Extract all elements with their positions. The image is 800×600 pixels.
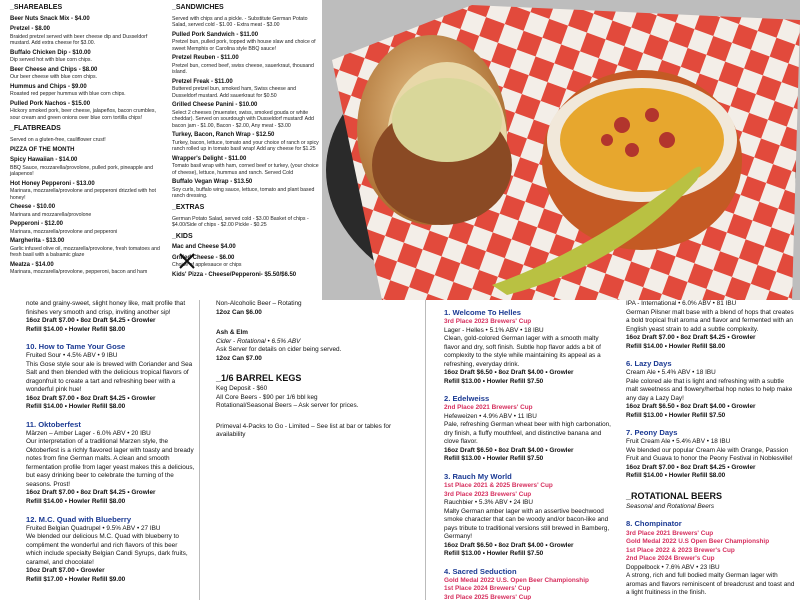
beer-award: Gold Medal 2022 U.S. Open Beer Championship [444,576,589,584]
beer-refill: Refill $14.00 • Howler Refill $8.00 [626,472,726,480]
beer-award: 1st Place 2024 Brewers' Cup [444,585,531,593]
beer-title: 4. Sacred Seduction [444,566,517,576]
menu-item-desc: Choice of applesauce or chips [172,262,242,269]
beer-refill: Refill $17.00 • Howler Refill $9.00 [26,575,126,583]
beer-entry [26,342,195,412]
menu-item-desc: Marinara and mozzarella/provolone [10,211,92,218]
beer-price: 16oz Draft $6.50 • 8oz Draft $4.00 • Growler [444,369,574,377]
beer-title: 11. Oktoberfest [26,419,81,429]
menu-item-name: Grilled Cheese Panini - $10.00 [172,102,258,109]
menu-item [10,67,160,81]
beer-award: 2nd Place 2021 Brewers' Cup [444,404,533,412]
beer-price: 16oz Draft $7.00 • 8oz Draft $4.25 • Growler [626,334,756,342]
beer-price: 16oz Draft $7.00 • 8oz Draft $4.25 • Growler [26,317,156,325]
food-menu-right-column [172,0,322,279]
beer-entry [626,300,796,351]
menu-item-name: Cheese - $10.00 [10,204,56,210]
menu-item-desc: Garlic infused olive oil, mozzarella/provolone, fresh tomatoes and fresh basil with a balsamic glaze [10,245,160,258]
menu-item [172,79,322,100]
menu-item [10,204,160,218]
beer-award: 3rd Place 2023 Brewers' Cup [444,490,532,498]
menu-item-desc: Pretzel bun, corned beef, swiss cheese, sauerkraut, thousand island. [172,62,314,76]
menu-item-desc: Buttered pretzel bun, smoked ham, Swiss cheese and Dusseldorf mustard. Add sauerkraut for $0.50 [172,86,296,99]
beer-title: 7. Peony Days [626,428,678,438]
kegs-deposit: Keg Deposit - $60 [216,385,268,393]
beer-title: 2. Edelweiss [444,394,490,404]
menu-item-desc: Dip served hot with blue corn chips. [10,57,92,64]
sandwich-basket-photo [322,0,800,300]
beer-style: IPA - International • 6.0% ABV • 81 IBU [626,300,737,307]
kegs-core: All Core Beers - $90 per 1/6 bbl keg [216,393,318,401]
menu-item [172,244,322,252]
beer-style: Fruit Cream Ale • 5.4% ABV • 18 IBU [626,438,731,446]
beer-style: Cream Ale • 5.4% ABV • 18 IBU [626,369,716,377]
beer-title: 1. Welcome To Helles [444,308,521,317]
beer-entry [444,472,614,559]
na-beer-line: Non-Alcoholic Beer – Rotating [216,300,302,307]
menu-section-heading: _KIDS [172,232,193,240]
beer-price: 16oz Draft $7.00 • 8oz Draft $4.25 • Growler [626,463,756,471]
menu-item [10,16,160,24]
menu-section-heading: _FLATBREADS [10,125,61,133]
menu-item-name: Margherita - $13.00 [10,238,65,244]
menu-item-name: Pulled Pork Sandwich - $11.00 [172,31,259,38]
beer-refill: Refill $14.00 • Howler Refill $8.00 [626,342,726,350]
beer-refill: Refill $13.00 • Howler Refill $7.50 [444,377,544,385]
beer-award: 3rd Place 2023 Brewers' Cup [444,318,532,326]
beer-entry [26,515,195,585]
menu-item-name: Buffalo Vegan Wrap - $13.50 [172,179,253,186]
menu-item-desc: Hickory smoked pork, beer cheese, jalapeños, bacon crumbles, sour cream and green onions over blue corn tortilla chips! [10,108,156,121]
menu-item-name: Beer Nuts Snack Mix - $4.00 [10,15,90,22]
kegs-heading: _1/6 BARREL KEGS [216,373,302,384]
menu-item-desc: Marinara, mozzarella/provolone, pepperoni, bacon and ham [10,269,148,275]
beer-entry [626,359,796,420]
menu-item-name: Mac and Cheese $4.00 [172,244,236,251]
beer-menu-middle-column [200,300,425,600]
menu-item-name: Hummus and Chips - $9.00 [10,83,87,90]
beer-desc: We blended our delicious M.C. Quad with blueberry to compliment the wonderful and rich flavors of this beer which include specialty Belgian Candi Syrups, dark fruits, caramel, and chocolate! [26,533,188,566]
menu-item [172,156,322,177]
beer-refill: Refill $14.00 • Howler Refill $8.00 [26,497,126,505]
beer-price: 16oz Draft $7.00 • 8oz Draft $4.25 • Growler [26,489,156,497]
beer-style: Hefeweizen • 4.9% ABV • 11 IBU [444,412,537,420]
menu-item [172,132,322,153]
beer-refill: Refill $14.00 • Howler Refill $8.00 [26,325,126,333]
beer-award: 1st Place 2022 & 2023 Brewer's Cup [626,546,735,554]
menu-item [172,102,322,129]
beer-price: 16oz Draft $7.00 • 8oz Draft $4.25 • Growler [26,394,156,402]
rotational-subheading: Seasonal and Rotational Beers [626,502,715,510]
cider-style: Cider - Rotational • 6.5% ABV [216,337,301,345]
mac-and-cheese [560,88,724,192]
na-beer-price: 12oz Can $6.00 [216,308,262,316]
menu-item [10,262,160,276]
menu-item-desc: Tomato basil wrap with ham, corned beef or turkey, (your choice of cheese), lettuce, hummus and ranch. Served Cold [172,163,319,176]
menu-item [10,238,160,259]
beer-entry [26,300,195,334]
kegs-rotational: Rotational/Seasonal Beers – Ask server for prices. [216,402,359,410]
menu-item-desc: Soy curls, buffalo wing sauce, lettuce, tomato and plant based ranch dressing. [172,186,315,200]
beer-award: Gold Medal 2022 U.S Open Beer Championship [626,538,770,546]
menu-item [10,50,160,64]
beer-desc: A strong, rich and full bodied malty German lager with aromas and flavors reminiscent of breadcrust and toast and a light fruitiness in the finish. [626,572,795,597]
beer-desc: This Gose style sour ale is brewed with Coriander and Sea Salt and then blended with the delicious tropical flavors of dragonfruit to create a tart and refreshing beer with a wonderful pink hue! [26,360,193,394]
menu-item-name: Pretzel - $8.00 [10,26,51,33]
beer-desc-line: finishes very smooth and crisp, inviting another sip! [26,308,171,316]
beer-desc-line: note and grainy-sweet, slight honey like, malt profile that [26,300,186,307]
menu-section-heading: _EXTRAS [172,203,205,211]
beer-refill: Refill $13.00 • Howler Refill $7.50 [626,411,726,419]
beer-menu-right-columns [425,300,800,600]
menu-item [10,181,160,202]
beer-award: 1st Place 2021 & 2025 Brewers' Cup [444,482,553,490]
beer-title: 6. Lazy Days [626,359,672,369]
menu-item-desc: Turkey, bacon, lettuce, tomato and your choice of ranch or spicy ranch rolled up in tomato basil wrap! Add any cheese for $1.25 [172,139,319,153]
food-menu-left-column [10,0,160,276]
menu-item-name: Hot Honey Pepperoni - $13.00 [10,180,95,187]
menu-item [172,32,322,53]
beer-style: Doppelbock • 7.6% ABV • 23 IBU [626,563,720,571]
menu-item [172,216,322,229]
cider-price: 12oz Can $7.00 [216,354,262,362]
menu-item-desc: Served with chips and a pickle. - Substitute German Potato Salad, served cold - $1.00 - Extra meat - $3.00 [172,15,308,29]
menu-item [172,272,322,280]
menu-item-name: Pretzel Reuben - $11.00 [172,55,239,62]
menu-item-desc: Marinara, mozzarella/provolone and pepperoni [10,228,118,235]
menu-item-desc: Roasted red pepper hummus with blue corn chips. [10,91,126,98]
menu-item-desc: Marinara, mozzarella/provolone and pepperoni drizzled with hot honey! [10,188,156,201]
cider-desc: Ask Server for details on cider being served. [216,346,342,354]
beer-desc: Malty German amber lager with an assertive beechwood smoke character that can be woody and/or bacon-like and pays tribute to traditional versions still brewed in Bamberg, Germany! [444,507,610,541]
beer-entry [444,567,614,600]
beer-title: 3. Rauch My World [444,471,512,481]
beer-style: Rauchbier • 5.3% ABV • 24 IBU [444,499,534,507]
beer-title: 10. How to Tame Your Gose [26,342,126,352]
menu-item-name: Meatza - $14.00 [10,261,54,268]
menu-item [10,26,160,47]
beer-entry [444,308,614,386]
menu-item [10,147,160,155]
menu-item-name: Grilled Cheese - $6.00 [172,254,235,261]
beer-price: 10oz Draft $7.00 • Growler [26,567,105,575]
food-photo [322,0,800,300]
menu-item [10,84,160,98]
beer-refill: Refill $13.00 • Howler Refill $7.50 [444,455,544,463]
beer-entry [626,428,796,481]
beer-title: 8. Chompinator [626,519,682,529]
menu-item [10,137,160,144]
menu-item-desc: Select 2 cheeses (muenster, swiss, smoked gouda or white cheddar). Served on sourdough with Dusseldorf mustard! Add bacon jam - $1.00, Bacon - $2.00, Any meat - $3.00 [172,109,314,129]
menu-item-desc: German Potato Salad, served cold - $3.00 Basket of chips - $4.00/Side of chips - $2.00 Pickle - $0.25 [172,215,309,228]
beer-refill: Refill $14.00 • Howler Refill $8.00 [26,403,126,411]
beer-right-col-2 [626,300,796,600]
beer-style: Fruited Belgian Quadrupel • 9.5% ABV • 27 IBU [26,524,161,532]
beer-style: Lager - Helles • 5.1% ABV • 18 IBU [444,326,544,334]
beer-award: 3rd Place 2021 Brewers' Cup [626,529,714,537]
beer-price: 16oz Draft $6.50 • 8oz Draft $4.00 • Growler [444,541,574,549]
food-menu-panel [0,0,322,300]
menu-item-name: Beer Cheese and Chips - $8.00 [10,66,98,73]
menu-item-name: Spicy Hawaiian - $14.00 [10,157,78,163]
beer-desc: Our interpretation of a traditional Marzen style, the Oktoberfest is a richly flavored lager with toasty and bready notes from fine German malts. A clean and smooth fermentation profile from lager yeast makes this a delicious, but easy drinking beer to celebrate the turning of the seasons. Prost! [26,438,195,488]
menu-section-heading: _SANDWICHES [172,4,224,11]
beer-refill: Refill $13.00 • Howler Refill $7.50 [444,550,544,558]
menu-item [10,101,160,122]
menu-item-desc: BBQ Sauce, mozzarella/provolone, pulled pork, pineapple and jalapenos! [10,164,154,177]
four-packs-note: Primeval 4-Packs to Go - Limited – See list at bar or tables for availability [216,422,392,439]
beer-style: Fruited Sour • 4.5% ABV • 9 IBU [26,352,118,360]
beer-desc: Pale colored ale that is light and refreshing with a subtle malt sweetness and flowery/herbal hop notes to help make any day a Lazy Day! [626,377,793,402]
beer-style: Märzen – Amber Lager - 6.0% ABV • 20 IBU [26,429,151,437]
menu-item-desc: Served on a gluten-free, cauliflower crust! [10,137,106,143]
menu-item-name: Pepperoni - $12.00 [10,221,64,227]
menu-item-name: Pretzel Freak - $11.00 [172,78,233,85]
menu-item [172,179,322,200]
beer-right-col-1 [444,300,614,600]
menu-item [10,157,160,178]
beer-desc: Pale, refreshing German wheat beer with high carbonation, dry finish, a fluffy mouthfeel, and distinctive banana and clove flavor. [444,421,611,446]
menu-item [172,16,322,29]
beer-desc: German Pilsner malt base with a blend of hops that creates a bold tropical fruit aroma and flavor and fermented with an English yeast strain to add a subtle complexity. [626,308,794,333]
beer-entry [626,519,796,597]
beer-desc: Clean, gold-colored German lager with a smooth malty flavor and dry, soft finish. Subtle hop flavor adds a bit of complexity to the style while maintaining its appeal as a refreshing, everyday drink. [444,335,601,368]
slaw [392,78,502,162]
menu-item-desc: Our beer cheese with blue corn chips. [10,74,98,81]
beer-title: 12. M.C. Quad with Blueberry [26,514,132,524]
menu-item-name: Kids' Pizza - Cheese/Pepperoni- $5.50/$6.50 [172,271,297,278]
strike-x-icon [178,252,196,270]
menu-item-name: Buffalo Chicken Dip - $10.00 [10,49,91,56]
menu-item-name: Turkey, Bacon, Ranch Wrap - $12.50 [172,132,275,139]
beer-price: 16oz Draft $6.50 • 8oz Draft $4.00 • Growler [444,446,574,454]
menu-item-desc: Pretzel bun, pulled pork, topped with house slaw and choice of sweet Memphis or Carolina style BBQ sauce! [172,39,316,52]
menu-item [172,55,322,76]
beer-desc: We blended our popular Cream Ale with Orange, Passion Fruit and Guava to honor the Peony Festival in Noblesville! [626,446,793,463]
rotational-heading: _ROTATIONAL BEERS [626,490,723,501]
beer-award: 2nd Place 2024 Brewer's Cup [626,555,715,563]
beer-award: 3rd Place 2025 Brewers' Cup [444,593,532,600]
menu-section-heading: _SHAREABLES [10,4,63,11]
menu-item-name: Pulled Pork Nachos - $15.00 [10,100,91,107]
beer-entry [444,394,614,464]
menu-item [10,221,160,235]
menu-item-name: PIZZA OF THE MONTH [10,146,75,153]
beer-entry [26,420,195,507]
beer-price: 16oz Draft $6.50 • 8oz Draft $4.00 • Growler [626,403,756,411]
beer-menu-left-column [0,300,200,600]
menu-item-desc: Braided pretzel served with beer cheese dip and Dusseldorf mustard. Add extra cheese for $3.00. [10,33,148,47]
menu-item-name: Wrapper's Delight - $11.00 [172,155,247,162]
cider-title: Ash & Elm [216,329,248,337]
